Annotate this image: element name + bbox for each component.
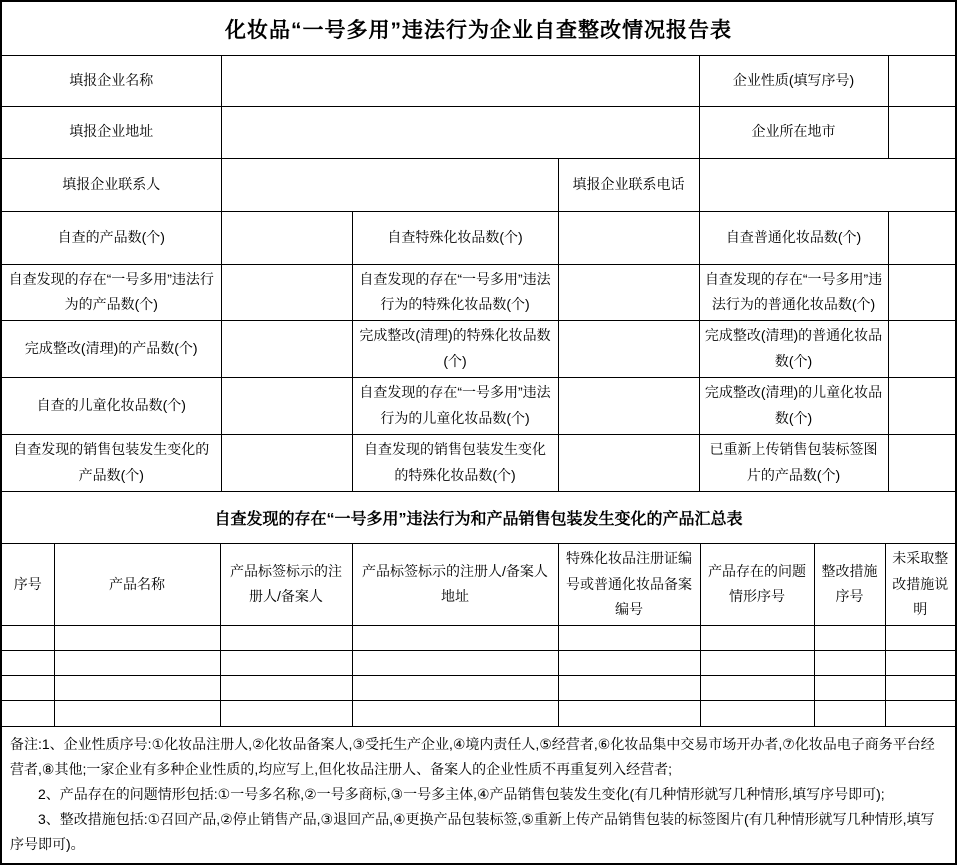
count-label: 自查发现的存在“一号多用”违法行为的普通化妆品数(个) — [699, 264, 888, 321]
summary-empty-cell[interactable] — [558, 701, 700, 726]
form-table — [2, 56, 955, 491]
summary-empty-cell[interactable] — [220, 676, 352, 701]
company-address-label: 填报企业地址 — [2, 106, 221, 158]
summary-empty-cell[interactable] — [700, 701, 814, 726]
summary-empty-cell[interactable] — [700, 651, 814, 676]
summary-col-header-registrant-address: 产品标签标示的注册人/备案人地址 — [352, 544, 558, 626]
summary-empty-cell[interactable] — [814, 651, 885, 676]
count-input-cell[interactable] — [221, 211, 352, 264]
summary-empty-cell[interactable] — [700, 676, 814, 701]
company-city-label: 企业所在地市 — [699, 106, 888, 158]
summary-empty-row — [2, 651, 955, 676]
count-label: 自查普通化妆品数(个) — [699, 211, 888, 264]
count-label: 自查发现的销售包装发生变化的特殊化妆品数(个) — [352, 434, 558, 490]
summary-empty-row — [2, 701, 955, 726]
summary-col-header-product-name: 产品名称 — [54, 544, 220, 626]
summary-empty-cell[interactable] — [814, 626, 885, 651]
count-label: 自查发现的存在“一号多用”违法行为的特殊化妆品数(个) — [352, 264, 558, 321]
count-label: 自查发现的销售包装发生变化的产品数(个) — [2, 434, 221, 490]
count-label: 自查发现的存在“一号多用”违法行为的产品数(个) — [2, 264, 221, 321]
contact-person-input-cell[interactable] — [221, 158, 558, 211]
company-name-label: 填报企业名称 — [2, 56, 221, 106]
summary-empty-cell[interactable] — [352, 651, 558, 676]
summary-empty-cell[interactable] — [558, 626, 700, 651]
count-label: 完成整改(清理)的儿童化妆品数(个) — [699, 378, 888, 435]
count-label: 自查发现的存在“一号多用”违法行为的儿童化妆品数(个) — [352, 378, 558, 435]
summary-empty-cell[interactable] — [2, 651, 54, 676]
summary-empty-row — [2, 626, 955, 651]
summary-empty-cell[interactable] — [558, 651, 700, 676]
count-input-cell[interactable] — [221, 378, 352, 435]
summary-table — [2, 544, 955, 726]
summary-empty-cell[interactable] — [814, 676, 885, 701]
remark-line-3: 3、整改措施包括:①召回产品,②停止销售产品,③退回产品,④更换产品包装标签,⑤重新上传产品销售包装的标签图片(有几种情形就写几种情形,填写序号即可)。 — [10, 810, 935, 852]
contact-person-label: 填报企业联系人 — [2, 158, 221, 211]
summary-empty-cell[interactable] — [220, 651, 352, 676]
summary-col-header-index: 序号 — [2, 544, 54, 626]
summary-empty-cell[interactable] — [2, 701, 54, 726]
count-input-cell[interactable] — [558, 434, 699, 490]
count-input-cell[interactable] — [558, 321, 699, 378]
count-input-cell[interactable] — [221, 264, 352, 321]
count-label: 完成整改(清理)的普通化妆品数(个) — [699, 321, 888, 378]
summary-col-header-problem-number: 产品存在的问题情形序号 — [700, 544, 814, 626]
count-input-cell[interactable] — [221, 321, 352, 378]
summary-empty-cell[interactable] — [220, 626, 352, 651]
summary-empty-cell[interactable] — [352, 701, 558, 726]
summary-empty-cell[interactable] — [352, 676, 558, 701]
summary-empty-cell[interactable] — [885, 701, 955, 726]
contact-phone-input-cell[interactable] — [699, 158, 955, 211]
summary-empty-cell[interactable] — [2, 676, 54, 701]
summary-empty-cell[interactable] — [558, 676, 700, 701]
summary-empty-cell[interactable] — [2, 626, 54, 651]
count-input-cell[interactable] — [558, 378, 699, 435]
summary-empty-cell[interactable] — [352, 626, 558, 651]
count-input-cell[interactable] — [888, 321, 955, 378]
summary-header-row — [2, 544, 955, 626]
count-label: 自查的儿童化妆品数(个) — [2, 378, 221, 435]
remark-line-1: 备注:1、企业性质序号:①化妆品注册人,②化妆品备案人,③受托生产企业,④境内责任人,⑤经营者,⑥化妆品集中交易市场开办者,⑦化妆品电子商务平台经营者,⑧其他;一家企业有多种企业性质的,均应写上,但化妆品注册人、备案人的企业性质不再重复列入经营者; — [10, 735, 935, 777]
count-label: 完成整改(清理)的特殊化妆品数(个) — [352, 321, 558, 378]
summary-col-header-license-number: 特殊化妆品注册证编号或普通化妆品备案编号 — [558, 544, 700, 626]
summary-empty-cell[interactable] — [54, 701, 220, 726]
summary-table-title: 自查发现的存在“一号多用”违法行为和产品销售包装发生变化的产品汇总表 — [2, 491, 955, 544]
count-input-cell[interactable] — [888, 264, 955, 321]
company-nature-input-cell[interactable] — [888, 56, 955, 106]
company-city-input-cell[interactable] — [888, 106, 955, 158]
summary-col-header-no-measure-note: 未采取整改措施说明 — [885, 544, 955, 626]
count-input-cell[interactable] — [558, 211, 699, 264]
summary-empty-row — [2, 676, 955, 701]
company-name-input-cell[interactable] — [221, 56, 699, 106]
count-input-cell[interactable] — [558, 264, 699, 321]
summary-empty-cell[interactable] — [885, 626, 955, 651]
count-label: 完成整改(清理)的产品数(个) — [2, 321, 221, 378]
remarks-section — [2, 726, 955, 863]
count-input-cell[interactable] — [888, 434, 955, 490]
count-input-cell[interactable] — [888, 211, 955, 264]
summary-empty-cell[interactable] — [54, 676, 220, 701]
summary-empty-cell[interactable] — [885, 676, 955, 701]
count-label: 自查的产品数(个) — [2, 211, 221, 264]
summary-empty-cell[interactable] — [885, 651, 955, 676]
count-label: 自查特殊化妆品数(个) — [352, 211, 558, 264]
company-nature-label: 企业性质(填写序号) — [699, 56, 888, 106]
count-input-cell[interactable] — [221, 434, 352, 490]
count-label: 已重新上传销售包装标签图片的产品数(个) — [699, 434, 888, 490]
summary-col-header-measure-number: 整改措施序号 — [814, 544, 885, 626]
summary-empty-cell[interactable] — [220, 701, 352, 726]
remark-line-2: 2、产品存在的问题情形包括:①一号多名称,②一号多商标,③一号多主体,④产品销售包装发生变化(有几种情形就写几种情形,填写序号即可); — [38, 785, 885, 802]
summary-col-header-registrant: 产品标签标示的注册人/备案人 — [220, 544, 352, 626]
count-input-cell[interactable] — [888, 378, 955, 435]
summary-empty-cell[interactable] — [814, 701, 885, 726]
summary-empty-cell[interactable] — [700, 626, 814, 651]
page-title: 化妆品“一号多用”违法行为企业自查整改情况报告表 — [2, 2, 955, 56]
summary-empty-cell[interactable] — [54, 651, 220, 676]
summary-empty-cell[interactable] — [54, 626, 220, 651]
company-address-input-cell[interactable] — [221, 106, 699, 158]
contact-phone-label: 填报企业联系电话 — [558, 158, 699, 211]
